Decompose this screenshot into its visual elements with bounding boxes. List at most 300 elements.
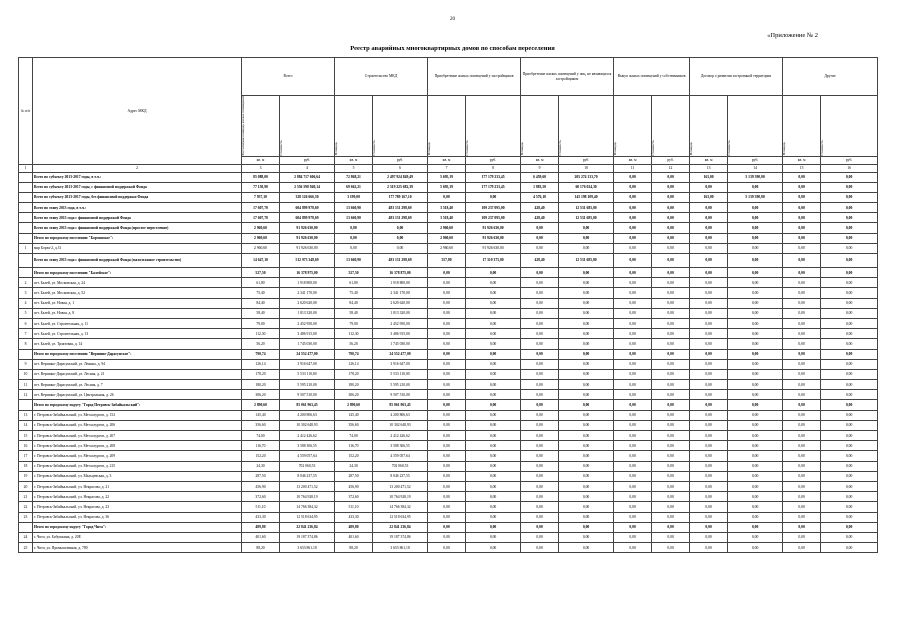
column-number: 9 <box>521 164 559 172</box>
cell-cost: 0,00 <box>559 441 614 451</box>
cell-cost: 0,00 <box>652 400 690 410</box>
cell-area: 0,00 <box>614 410 652 420</box>
row-address: пгт. Балей, ул. Новая, д. 1 <box>33 298 242 308</box>
unit-rub: руб. <box>559 156 614 164</box>
subheader-area: Площадь <box>689 142 694 156</box>
cell-area: 0,00 <box>783 380 821 390</box>
cell-area: 0,00 <box>521 288 559 298</box>
cell-area: 0,00 <box>521 380 559 390</box>
table-row <box>19 410 878 420</box>
cell-cost: 0,00 <box>821 203 878 213</box>
cell-cost: 12 531 685,00 <box>559 254 614 268</box>
cell-area: 0,00 <box>521 471 559 481</box>
cell-area: 178,20 <box>335 369 373 379</box>
cell-area: 0,00 <box>783 172 821 182</box>
cell-area: 0,00 <box>614 390 652 400</box>
table-row <box>19 369 878 379</box>
cell-area: 84,40 <box>242 298 280 308</box>
column-number: 3 <box>242 164 280 172</box>
cell-area: 0,00 <box>428 349 466 359</box>
cell-cost: 0,00 <box>821 349 878 359</box>
cell-area: 0,00 <box>783 451 821 461</box>
column-number: 16 <box>821 164 878 172</box>
cell-area: 2 960,60 <box>242 243 280 253</box>
cell-cost: 5 595 210,00 <box>280 380 335 390</box>
cell-area: 3 518,40 <box>428 213 466 223</box>
cell-cost: 0,00 <box>559 349 614 359</box>
cell-area: 0,00 <box>428 502 466 512</box>
cell-area: 0,00 <box>521 502 559 512</box>
column-number: 1 <box>19 164 33 172</box>
cell-area: 0,00 <box>428 318 466 328</box>
cell-area: 0,00 <box>690 502 728 512</box>
cell-cost: 0,00 <box>466 431 521 441</box>
table-row <box>19 441 878 451</box>
cell-cost: 0,00 <box>652 288 690 298</box>
cell-cost: 0,00 <box>652 420 690 430</box>
cell-cost: 1 813 320,00 <box>373 308 428 318</box>
row-address: Всего по субъекту 2013-2017 годы, без финансовой поддержки Фонда <box>33 192 242 202</box>
cell-area: 0,00 <box>783 268 821 278</box>
cell-cost: 0,00 <box>652 543 690 553</box>
cell-cost: 4 200 806,63 <box>280 410 335 420</box>
cell-cost: 205 274 133,70 <box>559 172 614 182</box>
column-number: 4 <box>280 164 335 172</box>
cell-cost: 0,00 <box>821 420 878 430</box>
row-number <box>19 522 33 532</box>
cell-area: 0,00 <box>521 390 559 400</box>
cell-area: 0,00 <box>614 223 652 233</box>
cell-area: 0,00 <box>335 243 373 253</box>
cell-cost: 3 916 647,00 <box>280 359 335 369</box>
subheader-area: Площадь <box>782 142 787 156</box>
cell-cost: 0,00 <box>559 481 614 491</box>
cell-cost: 0,00 <box>652 329 690 339</box>
cell-cost: 0,00 <box>559 380 614 390</box>
row-number: 5 <box>19 308 33 318</box>
cell-area: 401,60 <box>335 532 373 542</box>
cell-cost: 2 319 225 682,39 <box>373 182 428 192</box>
summary-row <box>19 233 878 243</box>
summary-row <box>19 213 878 223</box>
cell-cost: 0,00 <box>559 298 614 308</box>
table-row <box>19 339 878 349</box>
cell-cost: 1 918 800,00 <box>373 278 428 288</box>
cell-cost: 2 412 426,62 <box>280 431 335 441</box>
row-address: Всего по субъекту 2013-2017 годы, с финансовой поддержкой Фонда <box>33 182 242 192</box>
cell-area: 511,10 <box>335 502 373 512</box>
cell-area: 3 518,40 <box>428 203 466 213</box>
cell-cost: 0,00 <box>466 441 521 451</box>
unit-m2: кв. м <box>428 156 466 164</box>
cell-cost: 0,00 <box>466 400 521 410</box>
cell-cost: 604 899 978,69 <box>280 203 335 213</box>
cell-area: 0,00 <box>783 213 821 223</box>
row-number <box>19 223 33 233</box>
cell-area: 0,00 <box>614 532 652 542</box>
cell-area: 0,00 <box>783 492 821 502</box>
cell-area: 24,30 <box>242 461 280 471</box>
table-row <box>19 492 878 502</box>
cell-area: 0,00 <box>521 451 559 461</box>
cell-cost: 0,00 <box>466 420 521 430</box>
cell-cost: 85 061 963,45 <box>373 400 428 410</box>
row-number: 25 <box>19 543 33 553</box>
cell-cost: 0,00 <box>821 410 878 420</box>
cell-cost: 0,00 <box>728 461 783 471</box>
cell-area: 0,00 <box>690 512 728 522</box>
cell-cost: 3 486 915,00 <box>280 329 335 339</box>
cell-area: 0,00 <box>428 522 466 532</box>
row-number <box>19 254 33 268</box>
cell-cost: 0,00 <box>652 359 690 369</box>
unit-m2: кв. м <box>335 156 373 164</box>
cell-cost: 0,00 <box>652 451 690 461</box>
cell-cost: 0,00 <box>466 471 521 481</box>
row-number <box>19 268 33 278</box>
cell-cost: 0,00 <box>466 532 521 542</box>
cell-cost: 85 061 963,45 <box>280 400 335 410</box>
cell-area: 0,00 <box>690 288 728 298</box>
cell-area: 2 960,60 <box>242 233 280 243</box>
cell-area: 0,00 <box>521 441 559 451</box>
cell-area: 2 960,60 <box>428 243 466 253</box>
cell-cost: 0,00 <box>559 492 614 502</box>
subheader-cost: Стоимость <box>279 139 283 156</box>
cell-area: 0,00 <box>521 308 559 318</box>
cell-area: 0,00 <box>521 369 559 379</box>
cell-cost: 0,00 <box>559 431 614 441</box>
cell-area: 0,00 <box>783 532 821 542</box>
cell-cost: 13 200 471,52 <box>373 481 428 491</box>
cell-area: 2 960,60 <box>428 233 466 243</box>
cell-area: 0,00 <box>690 308 728 318</box>
table-body <box>19 172 878 553</box>
cell-cost: 0,00 <box>728 410 783 420</box>
cell-cost: 0,00 <box>728 233 783 243</box>
cell-area: 0,00 <box>614 359 652 369</box>
cell-area: 0,00 <box>614 369 652 379</box>
cell-area: 0,00 <box>428 339 466 349</box>
cell-cost: 0,00 <box>559 471 614 481</box>
cell-area: 0,00 <box>614 349 652 359</box>
cell-cost: 0,00 <box>652 182 690 192</box>
unit-m2: кв. м <box>242 156 280 164</box>
column-number: 15 <box>783 164 821 172</box>
cell-area: 0,00 <box>521 420 559 430</box>
cell-area: 0,00 <box>521 492 559 502</box>
row-number: 15 <box>19 431 33 441</box>
cell-area: 17 607,70 <box>242 213 280 223</box>
cell-cost: 0,00 <box>559 369 614 379</box>
cell-cost: 3 588 306,55 <box>280 441 335 451</box>
cell-cost: 17 310 375,00 <box>466 254 521 268</box>
summary-row <box>19 522 878 532</box>
column-numbers-row <box>19 164 878 172</box>
cell-cost: 10 302 648,93 <box>373 420 428 430</box>
cell-cost: 2 884 717 606,64 <box>280 172 335 182</box>
cell-area: 790,74 <box>335 349 373 359</box>
cell-area: 0,00 <box>614 461 652 471</box>
cell-cost: 0,00 <box>559 532 614 542</box>
cell-cost: 0,00 <box>728 380 783 390</box>
cell-area: 287,50 <box>242 471 280 481</box>
cell-cost: 10 764 928,19 <box>373 492 428 502</box>
cell-area: 145,40 <box>335 410 373 420</box>
table-row <box>19 298 878 308</box>
row-address: пгт. Балей, ул. Строительная, д. 11 <box>33 318 242 328</box>
row-address: г. Чита, ул. Бабушкина, д. 20Е <box>33 532 242 542</box>
cell-cost: 2 620 620,00 <box>280 298 335 308</box>
subheader-cost: Стоимость <box>372 139 377 156</box>
cell-cost: 0,00 <box>559 243 614 253</box>
cell-cost: 0,00 <box>466 461 521 471</box>
cell-cost: 0,00 <box>728 532 783 542</box>
cell-area: 0,00 <box>783 278 821 288</box>
cell-cost: 2 412 426,62 <box>373 431 428 441</box>
cell-cost: 1 745 030,00 <box>280 339 335 349</box>
cell-area: 112,30 <box>242 329 280 339</box>
cell-cost: 0,00 <box>821 233 878 243</box>
cell-area: 0,00 <box>690 390 728 400</box>
table-row <box>19 481 878 491</box>
summary-row <box>19 400 878 410</box>
cell-cost: 177 789 167,10 <box>373 192 428 202</box>
cell-area: 126,14 <box>242 359 280 369</box>
column-number: 8 <box>466 164 521 172</box>
cell-area: 0,00 <box>690 441 728 451</box>
cell-cost: 2 341 170,00 <box>280 288 335 298</box>
cell-cost: 91 926 630,00 <box>280 243 335 253</box>
cell-cost: 5 595 210,00 <box>373 380 428 390</box>
cell-cost: 0,00 <box>728 420 783 430</box>
cell-cost: 91 926 630,00 <box>466 233 521 243</box>
cell-cost: 0,00 <box>466 359 521 369</box>
cell-cost: 0,00 <box>728 400 783 410</box>
header-development: Договор о развитии застроенной территории <box>690 58 783 96</box>
cell-area: 0,00 <box>690 339 728 349</box>
cell-area: 2 960,60 <box>242 223 280 233</box>
cell-cost: 0,00 <box>821 329 878 339</box>
cell-area: 0,00 <box>690 182 728 192</box>
cell-area: 75,40 <box>335 288 373 298</box>
cell-area: 0,00 <box>690 451 728 461</box>
cell-cost: 512 973 348,69 <box>280 254 335 268</box>
cell-cost: 0,00 <box>821 288 878 298</box>
cell-area: 0,00 <box>783 298 821 308</box>
cell-area: 0,00 <box>783 390 821 400</box>
cell-area: 0,00 <box>428 481 466 491</box>
cell-area: 0,00 <box>428 268 466 278</box>
row-address: г. Петровск-Забайкальский, ул. Металлургов, д. 152 <box>33 410 242 420</box>
cell-cost: 0,00 <box>466 380 521 390</box>
cell-area: 152,20 <box>242 451 280 461</box>
cell-cost: 0,00 <box>466 512 521 522</box>
cell-area: 0,00 <box>428 400 466 410</box>
cell-cost: 0,00 <box>821 192 878 202</box>
cell-cost: 0,00 <box>559 502 614 512</box>
cell-area: 0,00 <box>521 339 559 349</box>
cell-area: 69 662,21 <box>335 182 373 192</box>
table-row <box>19 431 878 441</box>
cell-area: 0,00 <box>428 512 466 522</box>
cell-cost: 0,00 <box>821 390 878 400</box>
table-row <box>19 502 878 512</box>
cell-area: 61,80 <box>242 278 280 288</box>
row-address: пгт. Балей, ул. Строительная, д. 13 <box>33 329 242 339</box>
cell-cost: 14 766 384,32 <box>373 502 428 512</box>
cell-area: 489,80 <box>242 522 280 532</box>
row-address: Всего по этапу 2013 года с финансовой поддержкой Фонда <box>33 213 242 223</box>
cell-cost: 0,00 <box>821 359 878 369</box>
cell-area: 0,00 <box>783 192 821 202</box>
cell-cost: 0,00 <box>466 329 521 339</box>
cell-area: 0,00 <box>614 420 652 430</box>
row-address: пгт. Вершино-Дарасунский, ул. Лесная, д. 7 <box>33 380 242 390</box>
row-number: 23 <box>19 512 33 522</box>
header-num: № п/п <box>19 58 33 165</box>
cell-area: 58,40 <box>335 308 373 318</box>
cell-area: 77 150,90 <box>242 182 280 192</box>
cell-area: 0,00 <box>335 223 373 233</box>
cell-area: 0,00 <box>690 254 728 268</box>
cell-area: 0,00 <box>521 318 559 328</box>
cell-cost: 0,00 <box>559 390 614 400</box>
cell-cost: 0,00 <box>728 471 783 481</box>
column-number: 5 <box>335 164 373 172</box>
cell-area: 0,00 <box>690 431 728 441</box>
cell-cost: 0,00 <box>559 288 614 298</box>
cell-cost: 24 552 477,00 <box>373 349 428 359</box>
cell-area: 0,00 <box>783 318 821 328</box>
cell-cost: 0,00 <box>559 451 614 461</box>
cell-area: 13 660,90 <box>335 203 373 213</box>
cell-cost: 604 899 978,69 <box>280 213 335 223</box>
cell-area: 0,00 <box>521 349 559 359</box>
cell-area: 0,00 <box>428 308 466 318</box>
table-row <box>19 532 878 542</box>
cell-cost: 483 131 298,69 <box>373 254 428 268</box>
cell-area: 0,00 <box>690 318 728 328</box>
row-address: Итого по городскому округу "Город Петровск-Забайкальский": <box>33 400 242 410</box>
cell-area: 79,00 <box>335 318 373 328</box>
cell-cost: 4 559 057,64 <box>373 451 428 461</box>
cell-area: 24,30 <box>335 461 373 471</box>
row-address: г. Петровск-Забайкальский, ул. Металлургов, д. 208 <box>33 441 242 451</box>
cell-area: 428,40 <box>521 203 559 213</box>
cell-area: 0,00 <box>783 543 821 553</box>
row-address: пгт. Вершино-Дарасунский, ул. Ленина, д. 94 <box>33 359 242 369</box>
cell-area: 0,00 <box>428 380 466 390</box>
cell-cost: 0,00 <box>466 390 521 400</box>
cell-cost: 5 139 390,00 <box>728 192 783 202</box>
cell-area: 372,60 <box>335 492 373 502</box>
cell-area: 0,00 <box>614 431 652 441</box>
cell-cost: 0,00 <box>652 481 690 491</box>
cell-cost: 0,00 <box>652 349 690 359</box>
cell-cost: 0,00 <box>821 172 878 182</box>
cell-area: 0,00 <box>690 349 728 359</box>
cell-area: 356,60 <box>335 420 373 430</box>
column-number: 12 <box>652 164 690 172</box>
cell-cost: 0,00 <box>466 522 521 532</box>
cell-area: 145,40 <box>242 410 280 420</box>
cell-cost: 0,00 <box>652 213 690 223</box>
row-number: 22 <box>19 502 33 512</box>
cell-area: 85 088,00 <box>242 172 280 182</box>
row-number <box>19 400 33 410</box>
cell-area: 456,90 <box>335 481 373 491</box>
cell-area: 0,00 <box>783 223 821 233</box>
cell-area: 0,00 <box>614 339 652 349</box>
cell-area: 0,00 <box>521 481 559 491</box>
cell-cost: 0,00 <box>821 543 878 553</box>
unit-rub: руб. <box>280 156 335 164</box>
cell-cost: 0,00 <box>652 254 690 268</box>
cell-cost: 0,00 <box>728 481 783 491</box>
cell-area: 0,00 <box>521 410 559 420</box>
row-number: 10 <box>19 369 33 379</box>
cell-cost: 0,00 <box>652 461 690 471</box>
cell-area: 178,20 <box>242 369 280 379</box>
cell-area: 401,60 <box>242 532 280 542</box>
cell-cost: 0,00 <box>466 288 521 298</box>
cell-cost: 3 653 861,18 <box>373 543 428 553</box>
cell-area: 306,20 <box>335 390 373 400</box>
cell-cost: 4 559 057,64 <box>280 451 335 461</box>
cell-cost: 0,00 <box>559 420 614 430</box>
cell-cost: 0,00 <box>728 339 783 349</box>
cell-cost: 0,00 <box>728 543 783 553</box>
cell-cost: 0,00 <box>728 369 783 379</box>
cell-cost: 0,00 <box>728 451 783 461</box>
cell-area: 0,00 <box>521 431 559 441</box>
cell-area: 456,90 <box>242 481 280 491</box>
header-buy-developers: Приобретение жилых помещений у застройщиков <box>428 58 521 96</box>
summary-row <box>19 223 878 233</box>
cell-cost: 0,00 <box>652 390 690 400</box>
cell-cost: 109 237 095,00 <box>466 203 521 213</box>
row-address: Итого по городскому поселению "Балейское": <box>33 268 242 278</box>
cell-area: 0,00 <box>614 192 652 202</box>
row-number: 8 <box>19 339 33 349</box>
subheader-area: Площадь <box>520 142 525 156</box>
cell-area: 0,00 <box>521 298 559 308</box>
cell-area: 7 937,10 <box>242 192 280 202</box>
cell-cost: 328 126 666,50 <box>280 192 335 202</box>
cell-cost: 19 187 374,86 <box>280 532 335 542</box>
column-number: 7 <box>428 164 466 172</box>
unit-m2: кв. м <box>690 156 728 164</box>
row-number: 19 <box>19 471 33 481</box>
unit-rub: руб. <box>728 156 783 164</box>
row-address: пгт. Балей, ул. Новая, д. 8 <box>33 308 242 318</box>
cell-area: 0,00 <box>614 254 652 268</box>
row-address: г. Петровск-Забайкальский, ул. Некрасова, д. 23 <box>33 502 242 512</box>
table-row <box>19 512 878 522</box>
cell-area: 5 695,19 <box>428 172 466 182</box>
cell-area: 14 647,10 <box>242 254 280 268</box>
summary-row <box>19 182 878 192</box>
cell-area: 0,00 <box>783 182 821 192</box>
cell-cost: 0,00 <box>559 410 614 420</box>
cell-area: 0,00 <box>614 400 652 410</box>
cell-cost: 0,00 <box>652 233 690 243</box>
cell-cost: 0,00 <box>373 223 428 233</box>
cell-cost: 0,00 <box>821 451 878 461</box>
cell-area: 84,40 <box>335 298 373 308</box>
cell-cost: 13 200 471,52 <box>280 481 335 491</box>
